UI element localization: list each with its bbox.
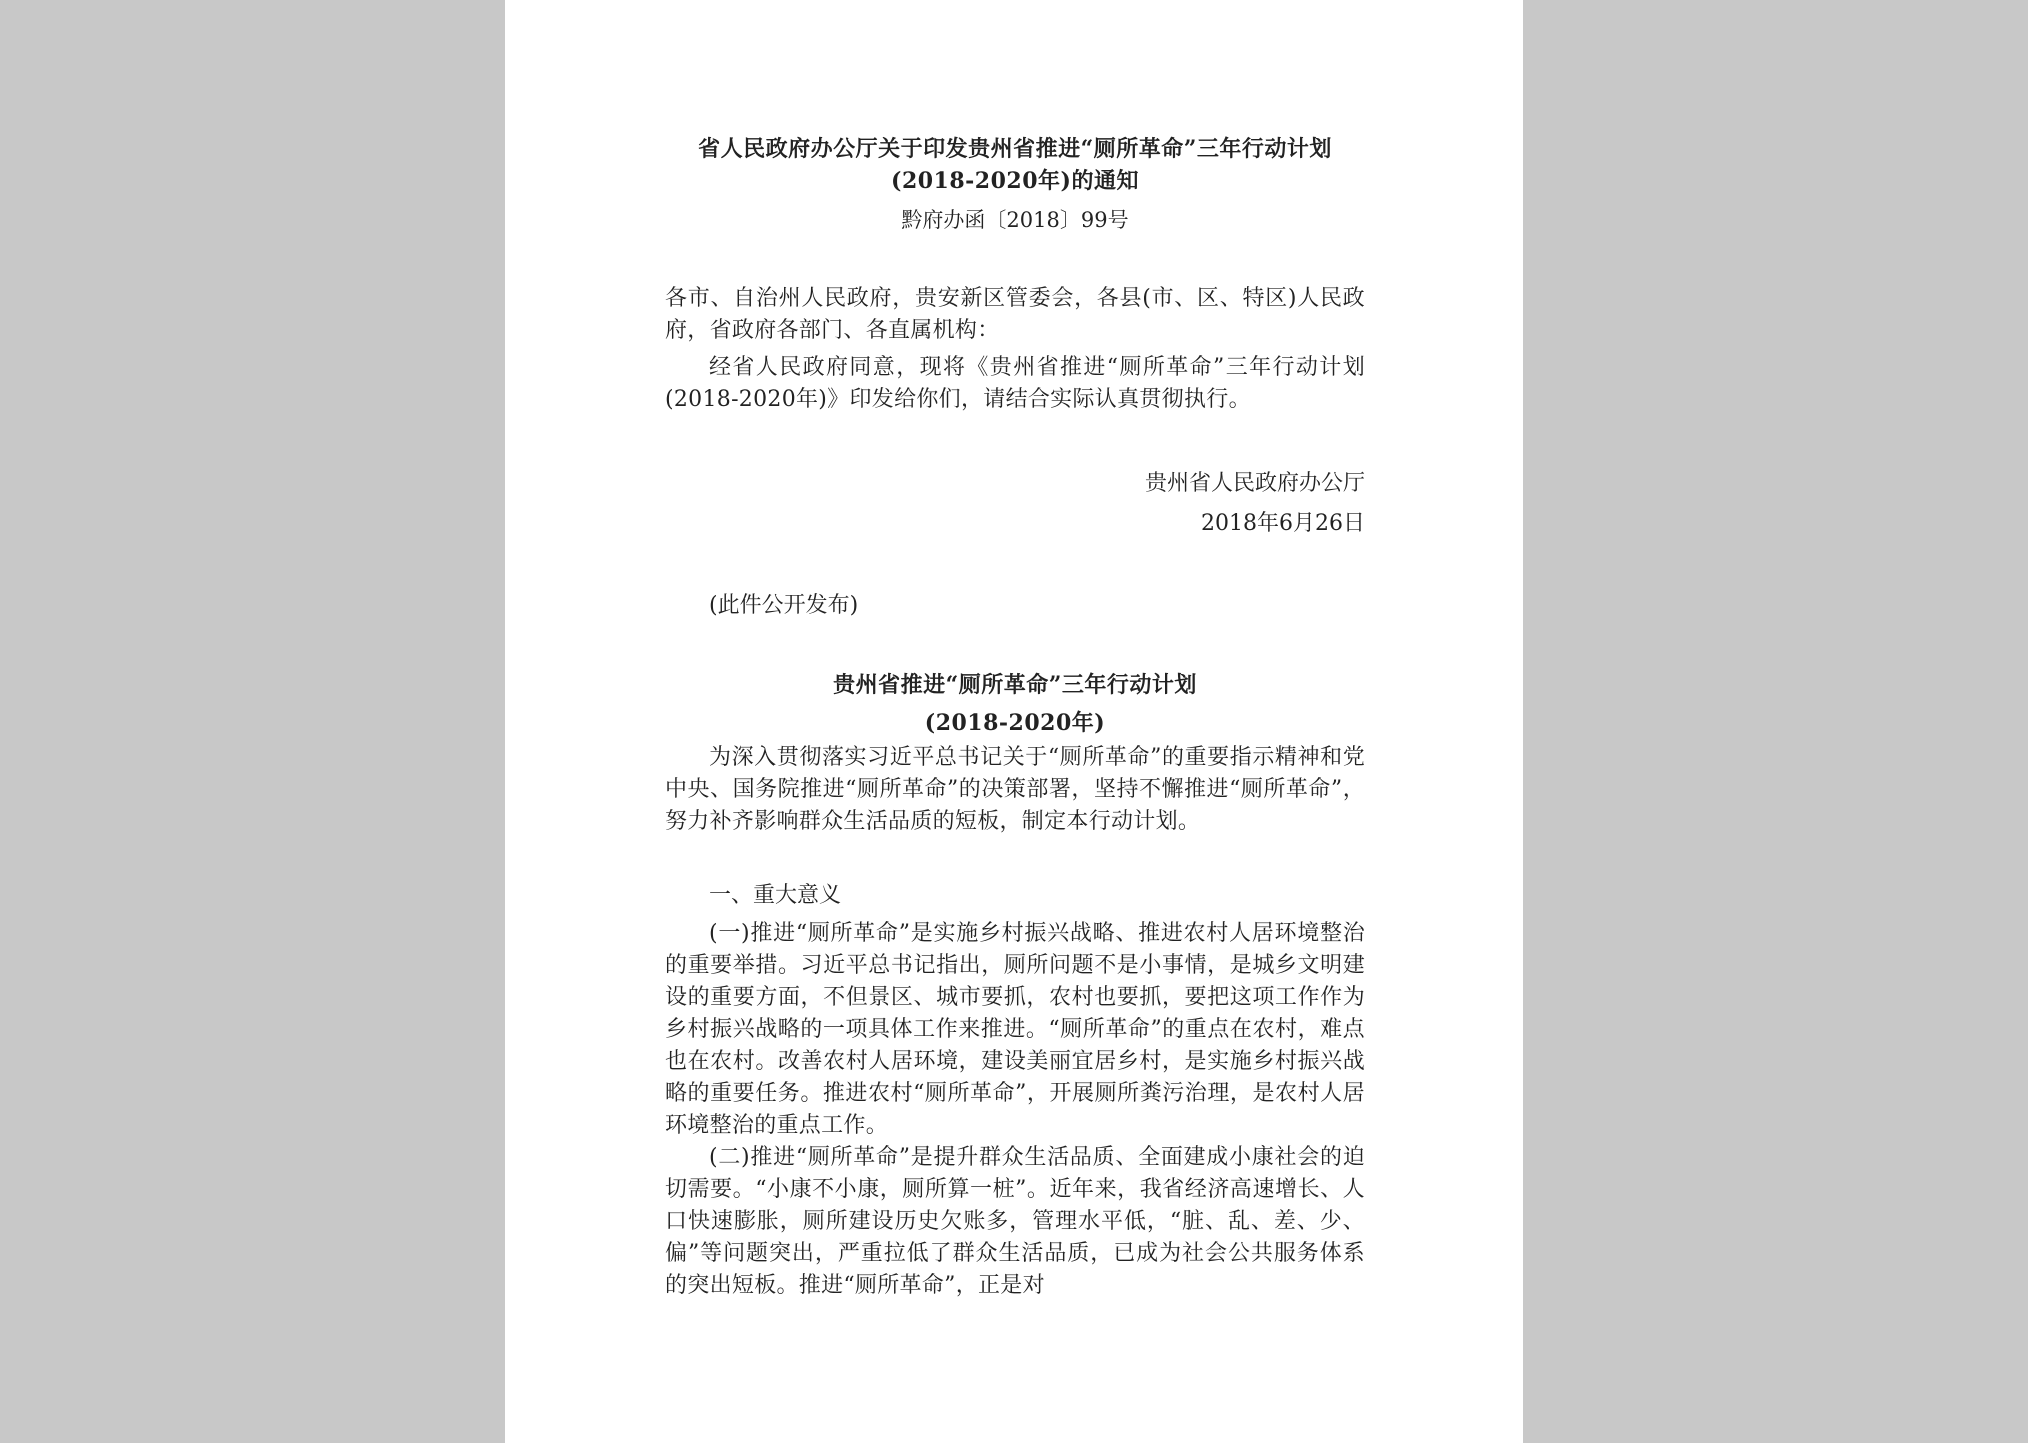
notice-title-line2: (2018-2020年)的通知 <box>891 168 1139 194</box>
addressee-paragraph: 各市、自治州人民政府，贵安新区管委会，各县(市、区、特区)人民政府，省政府各部门、各直属机构： <box>665 286 1365 343</box>
section1-paragraph1: (一)推进“厕所革命”是实施乡村振兴战略、推进农村人居环境整治的重要举措。习近平总书记指出，厕所问题不是小事情，是城乡文明建设的重要方面，不但景区、城市要抓，农村也要抓，要把这项工作作为乡村振兴战略的一项具体工作来推进。“厕所革命”的重点在农村，难点也在农村。改善农村人居环境，建设美丽宜居乡村，是实施乡村振兴战略的重要任务。推进农村“厕所革命”，开展厕所粪污治理，是农村人居环境整治的重点工作。 <box>665 921 1365 1138</box>
document-number: 黔府办函〔2018〕99号 <box>901 208 1129 232</box>
issuer-name: 贵州省人民政府办公厅 <box>1144 471 1365 496</box>
section1-heading: 一、重大意义 <box>709 883 842 908</box>
document-page <box>505 0 1523 1443</box>
publication-note: (此件公开发布) <box>709 593 859 618</box>
section1-paragraph2: (二)推进“厕所革命”是提升群众生活品质、全面建成小康社会的迫切需要。“小康不小康，厕所算一桩”。近年来，我省经济高速增长、人口快速膨胀，厕所建设历史欠账多，管理水平低，“脏、乱、差、少、偏”等问题突出，严重拉低了群众生活品质，已成为社会公共服务体系的突出短板。推进“厕所革命”，正是对 <box>665 1145 1365 1298</box>
plan-subtitle: (2018-2020年) <box>924 710 1106 736</box>
plan-title: 贵州省推进“厕所革命”三年行动计划 <box>833 672 1197 698</box>
issue-date: 2018年6月26日 <box>1201 511 1365 536</box>
notice-title-line1: 省人民政府办公厅关于印发贵州省推进“厕所革命”三年行动计划 <box>698 136 1332 162</box>
plan-intro-paragraph: 为深入贯彻落实习近平总书记关于“厕所革命”的重要指示精神和党中央、国务院推进“厕所革命”的决策部署，坚持不懈推进“厕所革命”，努力补齐影响群众生活品质的短板，制定本行动计划。 <box>665 745 1365 834</box>
notice-body-paragraph: 经省人民政府同意，现将《贵州省推进“厕所革命”三年行动计划(2018-2020年)》印发给你们，请结合实际认真贯彻执行。 <box>665 355 1365 412</box>
